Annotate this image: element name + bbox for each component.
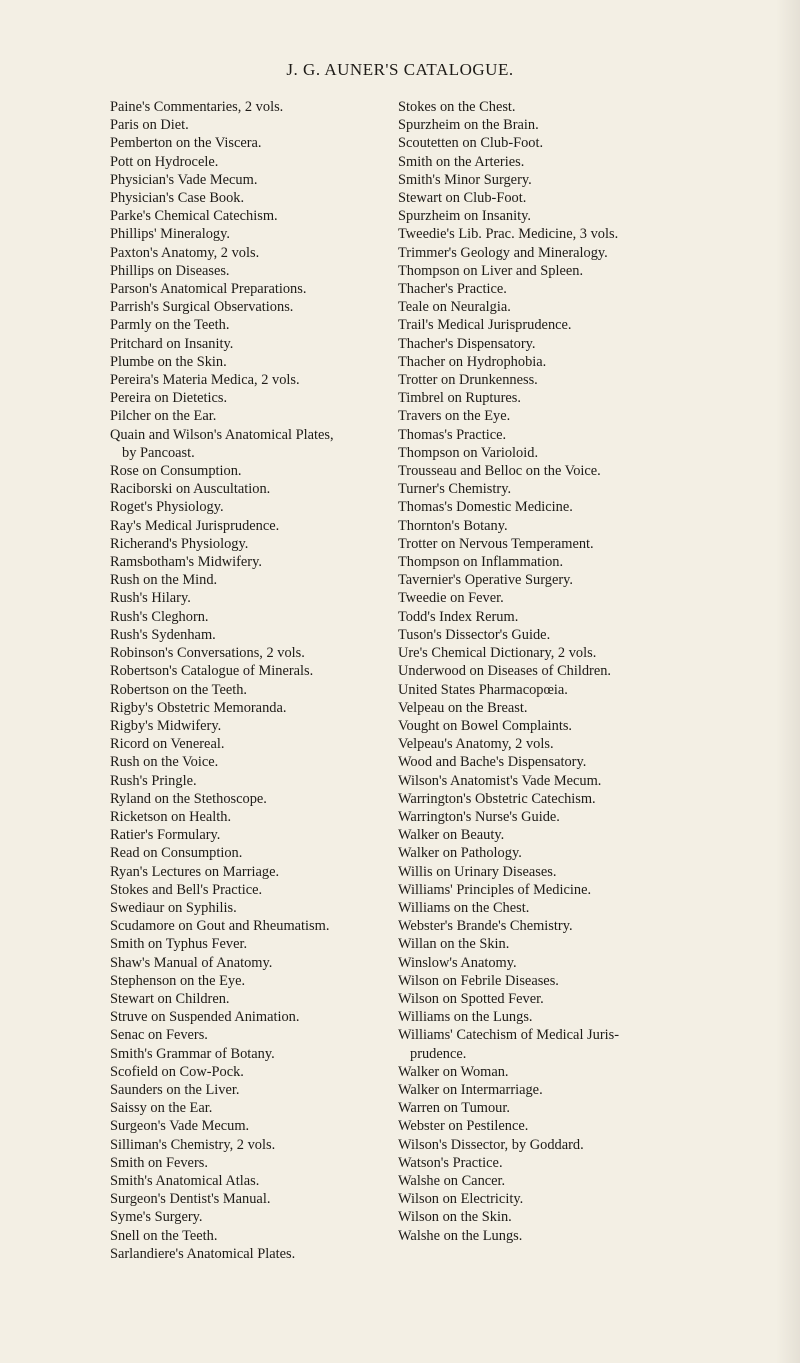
catalogue-entry: Rush's Sydenham. [110, 626, 216, 643]
catalogue-entry: Ure's Chemical Dictionary, 2 vols. [398, 645, 597, 662]
catalogue-entry: Physician's Vade Mecum. [110, 171, 258, 188]
catalogue-entry: Wood and Bache's Dispensatory. [398, 754, 587, 771]
catalogue-entry: Warrington's Nurse's Guide. [398, 808, 560, 825]
page-edge-shadow [776, 0, 800, 1363]
catalogue-entry: Thacher's Dispensatory. [398, 335, 536, 352]
catalogue-entry: Timbrel on Ruptures. [398, 390, 521, 407]
catalogue-entry: Rigby's Obstetric Memoranda. [110, 699, 287, 716]
catalogue-entry: Rose on Consumption. [110, 463, 242, 480]
catalogue-entry: Williams on the Chest. [398, 899, 530, 916]
catalogue-entry: Walker on Intermarriage. [398, 1081, 543, 1098]
catalogue-entry: Rush's Cleghorn. [110, 608, 209, 625]
catalogue-entry: Trousseau and Belloc on the Voice. [398, 463, 601, 480]
catalogue-entry: Ricketson on Health. [110, 808, 232, 825]
catalogue-entry: Robertson on the Teeth. [110, 681, 248, 698]
catalogue-entry: Raciborski on Auscultation. [110, 481, 271, 498]
catalogue-entry: Todd's Index Rerum. [398, 608, 519, 625]
catalogue-entry: Webster's Brande's Chemistry. [398, 918, 573, 935]
catalogue-entry: Turner's Chemistry. [398, 481, 512, 498]
catalogue-entry: Trail's Medical Jurisprudence. [398, 317, 572, 334]
catalogue-entry: Snell on the Teeth. [110, 1227, 218, 1244]
catalogue-entry: Smith's Minor Surgery. [398, 171, 532, 188]
catalogue-entry: Velpeau's Anatomy, 2 vols. [398, 736, 554, 753]
catalogue-entry: Walker on Woman. [398, 1063, 509, 1080]
catalogue-entry: Willan on the Skin. [398, 936, 510, 953]
catalogue-entry: Thomas's Practice. [398, 426, 507, 443]
catalogue-entry: Watson's Practice. [398, 1154, 503, 1171]
catalogue-entry: Struve on Suspended Animation. [110, 1009, 300, 1026]
catalogue-entry: Tavernier's Operative Surgery. [398, 572, 574, 589]
catalogue-entry: Velpeau on the Breast. [398, 699, 528, 716]
catalogue-entry: Williams' Principles of Medicine. [398, 881, 592, 898]
catalogue-entry: Saissy on the Ear. [110, 1100, 213, 1117]
catalogue-entry: Smith's Grammar of Botany. [110, 1045, 275, 1062]
catalogue-entry: Ray's Medical Jurisprudence. [110, 517, 280, 534]
catalogue-entry: Paris on Diet. [110, 117, 189, 134]
catalogue-entry: Willis on Urinary Diseases. [398, 863, 557, 880]
catalogue-entry: Rush's Hilary. [110, 590, 191, 607]
catalogue-entry: Ratier's Formulary. [110, 827, 221, 844]
catalogue-entry: Tuson's Dissector's Guide. [398, 626, 551, 643]
catalogue-entry: Wilson on Electricity. [398, 1191, 524, 1208]
catalogue-entry: Pemberton on the Viscera. [110, 135, 262, 152]
catalogue-entry: by Pancoast. [122, 444, 195, 461]
catalogue-entry: Webster on Pestilence. [398, 1118, 529, 1135]
catalogue-entry: Robertson's Catalogue of Minerals. [110, 663, 314, 680]
catalogue-entry: Trotter on Nervous Temperament. [398, 535, 594, 552]
catalogue-entry: Winslow's Anatomy. [398, 954, 517, 971]
catalogue-entry: Phillips' Mineralogy. [110, 226, 230, 243]
catalogue-entry: Thornton's Botany. [398, 517, 508, 534]
catalogue-entry: Wilson's Dissector, by Goddard. [398, 1136, 584, 1153]
catalogue-entry: Plumbe on the Skin. [110, 353, 227, 370]
catalogue-entry: Vought on Bowel Complaints. [398, 717, 573, 734]
catalogue-entry: Williams' Catechism of Medical Juris- [398, 1027, 620, 1044]
catalogue-entry: Williams on the Lungs. [398, 1009, 533, 1026]
catalogue-entry: Ryland on the Stethoscope. [110, 790, 267, 807]
right-column [398, 98, 790, 1245]
catalogue-entry: Pereira on Dietetics. [110, 390, 228, 407]
catalogue-entry: Smith on the Arteries. [398, 153, 525, 170]
catalogue-entry: Thompson on Varioloid. [398, 444, 539, 461]
catalogue-entry: Quain and Wilson's Anatomical Plates, [110, 426, 334, 443]
catalogue-entry: Rush on the Voice. [110, 754, 219, 771]
catalogue-entry: Warren on Tumour. [398, 1100, 510, 1117]
catalogue-entry: Thomas's Domestic Medicine. [398, 499, 573, 516]
catalogue-entry: Richerand's Physiology. [110, 535, 249, 552]
catalogue-entry: Travers on the Eye. [398, 408, 511, 425]
catalogue-entry: Ryan's Lectures on Marriage. [110, 863, 280, 880]
catalogue-entry: Warrington's Obstetric Catechism. [398, 790, 596, 807]
catalogue-entry: Surgeon's Vade Mecum. [110, 1118, 250, 1135]
catalogue-entry: Saunders on the Liver. [110, 1081, 240, 1098]
catalogue-entry: Shaw's Manual of Anatomy. [110, 954, 273, 971]
catalogue-entry: Spurzheim on the Brain. [398, 117, 539, 134]
catalogue-entry: Wilson on the Skin. [398, 1209, 512, 1226]
catalogue-entry: Scoutetten on Club-Foot. [398, 135, 544, 152]
catalogue-entry: Pereira's Materia Medica, 2 vols. [110, 372, 300, 389]
catalogue-entry: Trimmer's Geology and Mineralogy. [398, 244, 608, 261]
left-column [110, 98, 380, 1263]
catalogue-entry: Stokes and Bell's Practice. [110, 881, 263, 898]
catalogue-entry: Ricord on Venereal. [110, 736, 225, 753]
catalogue-entry: Walshe on the Lungs. [398, 1227, 523, 1244]
catalogue-entry: Parke's Chemical Catechism. [110, 208, 278, 225]
catalogue-entry: Smith's Anatomical Atlas. [110, 1172, 260, 1189]
catalogue-entry: Walker on Pathology. [398, 845, 522, 862]
catalogue-entry: Thacher on Hydrophobia. [398, 353, 547, 370]
catalogue-entry: prudence. [410, 1045, 467, 1062]
catalogue-entry: Trotter on Drunkenness. [398, 372, 538, 389]
catalogue-entry: Phillips on Diseases. [110, 262, 230, 279]
catalogue-entry: Syme's Surgery. [110, 1209, 203, 1226]
catalogue-entry: Senac on Fevers. [110, 1027, 208, 1044]
catalogue-entry: Surgeon's Dentist's Manual. [110, 1191, 271, 1208]
catalogue-entry: Paine's Commentaries, 2 vols. [110, 99, 284, 115]
catalogue-entry: Tweedie's Lib. Prac. Medicine, 3 vols. [398, 226, 619, 243]
catalogue-entry: Thacher's Practice. [398, 281, 507, 298]
catalogue-entry: United States Pharmacopœia. [398, 681, 568, 698]
catalogue-entry: Rigby's Midwifery. [110, 717, 222, 734]
catalogue-entry: Ramsbotham's Midwifery. [110, 554, 262, 571]
catalogue-entry: Underwood on Diseases of Children. [398, 663, 612, 680]
catalogue-entry: Scofield on Cow-Pock. [110, 1063, 244, 1080]
catalogue-entry: Tweedie on Fever. [398, 590, 504, 607]
catalogue-entry: Paxton's Anatomy, 2 vols. [110, 244, 260, 261]
catalogue-entry: Smith on Fevers. [110, 1154, 208, 1171]
catalogue-entry: Roget's Physiology. [110, 499, 224, 516]
catalogue-entry: Pilcher on the Ear. [110, 408, 217, 425]
catalogue-entry: Stewart on Children. [110, 990, 230, 1007]
catalogue-entry: Parmly on the Teeth. [110, 317, 230, 334]
catalogue-entry: Read on Consumption. [110, 845, 243, 862]
catalogue-entry: Stewart on Club-Foot. [398, 190, 527, 207]
catalogue-entry: Rush's Pringle. [110, 772, 197, 789]
catalogue-entry: Sarlandiere's Anatomical Plates. [110, 1245, 296, 1262]
catalogue-entry: Teale on Neuralgia. [398, 299, 511, 316]
catalogue-entry: Scudamore on Gout and Rheumatism. [110, 918, 330, 935]
catalogue-entry: Stephenson on the Eye. [110, 972, 246, 989]
catalogue-entry: Physician's Case Book. [110, 190, 245, 207]
catalogue-entry: Wilson on Spotted Fever. [398, 990, 544, 1007]
catalogue-entry: Spurzheim on Insanity. [398, 208, 531, 225]
catalogue-entry: Silliman's Chemistry, 2 vols. [110, 1136, 276, 1153]
catalogue-entry: Wilson's Anatomist's Vade Mecum. [398, 772, 602, 789]
catalogue-entry: Walker on Beauty. [398, 827, 505, 844]
page-header: J. G. AUNER'S CATALOGUE. [286, 60, 514, 79]
catalogue-entry: Walshe on Cancer. [398, 1172, 506, 1189]
catalogue-entry: Parson's Anatomical Preparations. [110, 281, 307, 298]
catalogue-entry: Rush on the Mind. [110, 572, 218, 589]
catalogue-entry: Wilson on Febrile Diseases. [398, 972, 559, 989]
catalogue-entry: Swediaur on Syphilis. [110, 899, 237, 916]
catalogue-entry: Pritchard on Insanity. [110, 335, 234, 352]
catalogue-entry: Pott on Hydrocele. [110, 153, 219, 170]
catalogue-entry: Stokes on the Chest. [398, 99, 516, 115]
catalogue-entry: Robinson's Conversations, 2 vols. [110, 645, 305, 662]
catalogue-entry: Smith on Typhus Fever. [110, 936, 248, 953]
catalogue-entry: Parrish's Surgical Observations. [110, 299, 294, 316]
catalogue-entry: Thompson on Liver and Spleen. [398, 262, 584, 279]
catalogue-entry: Thompson on Inflammation. [398, 554, 564, 571]
